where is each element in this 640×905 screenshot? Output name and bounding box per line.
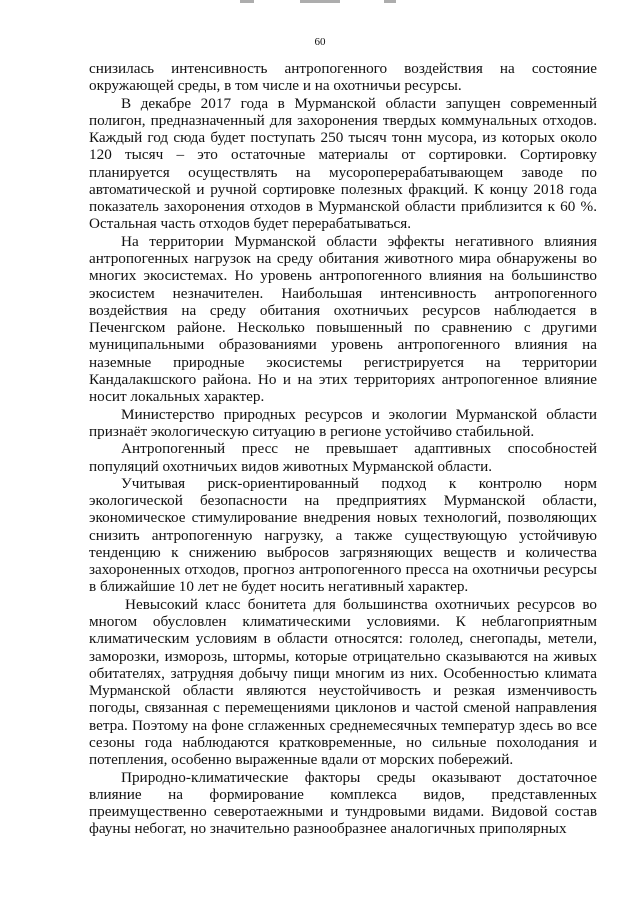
scan-mark	[240, 0, 254, 3]
paragraph: Антропогенный пресс не превышает адаптивных способностей популяций охотничьих видов животных Мурманской области.	[89, 440, 597, 475]
paragraph: Министерство природных ресурсов и экологии Мурманской области признаёт экологическую ситуацию в регионе устойчиво стабильной.	[89, 405, 597, 440]
paragraph: В декабре 2017 года в Мурманской области запущен современный полигон, предназначенный для захоронения твердых коммунальных отходов. Каждый год сюда будет поступать 250 тысяч тонн мусора, из которых около 120 тысяч – это остаточные материалы от сортировки. Сортировку планируется осуществлять на мусороперерабатывающем заводе по автоматической и ручной сортировке полезных фракций. К концу 2018 года показатель захоронения отходов в Мурманской области приблизится к 60 %. Остальная часть отходов будет перерабатываться.	[89, 94, 597, 233]
paragraph: Невысокий класс бонитета для большинства охотничьих ресурсов во многом обусловлен климатическими условиями. К неблагоприятным климатическим условиям в области относятся: гололед, снегопады, метели, заморозки, изморозь, штормы, которые отрицательно сказываются на живых обитателях, затрудняя добычу пищи многим из них. Особенностью климата Мурманской области являются неустойчивость и резкая изменчивость погоды, связанная с перемещениями циклонов и частой сменой направления ветра. Поэтому на фоне сглаженных среднемесячных температур здесь во все сезоны года наблюдаются кратковременные, но сильные похолодания и потепления, особенно выраженные вдали от морских побережий.	[89, 595, 597, 769]
paragraph: Учитывая риск-ориентированный подход к контролю норм экологической безопасности на предприятиях Мурманской области, экономическое стимулирование внедрения новых технологий, позволяющих снизить антропогенную нагрузку, а также существующую устойчивую тенденцию к снижению выбросов загрязняющих веществ и количества захороненных отходов, прогноз антропогенного пресса на охотничьи ресурсы в ближайшие 10 лет не будет носить негативный характер.	[89, 474, 597, 596]
paragraph: На территории Мурманской области эффекты негативного влияния антропогенных нагрузок на среду обитания животного мира обнаружены во многих экосистемах. Но уровень антропогенного влияния на большинство экосистем незначителен. Наибольшая интенсивность антропогенного воздействия на среду обитания охотничьих ресурсов наблюдается в Печенгском районе. Несколько повышенный по сравнению с другими муниципальными образованиями уровень антропогенного влияния на наземные природные экосистемы регистрируется на территории Кандалакшского района. Но и на этих территориях антропогенное влияние носит локальных характер.	[89, 232, 597, 406]
scan-mark	[384, 0, 396, 3]
page-number: 60	[314, 36, 326, 48]
paragraph: Природно-климатические факторы среды оказывают достаточное влияние на формирование комплекса видов, представленных преимущественно северотаежными и тундровыми видами. Видовой состав фауны небогат, но значительно разнообразнее аналогичных приполярных	[89, 768, 597, 838]
scan-mark	[300, 0, 340, 3]
scan-edge-marks	[0, 0, 640, 8]
paragraph: снизилась интенсивность антропогенного воздействия на состояние окружающей среды, в том числе и на охотничьи ресурсы.	[89, 60, 597, 95]
document-body	[89, 60, 597, 838]
